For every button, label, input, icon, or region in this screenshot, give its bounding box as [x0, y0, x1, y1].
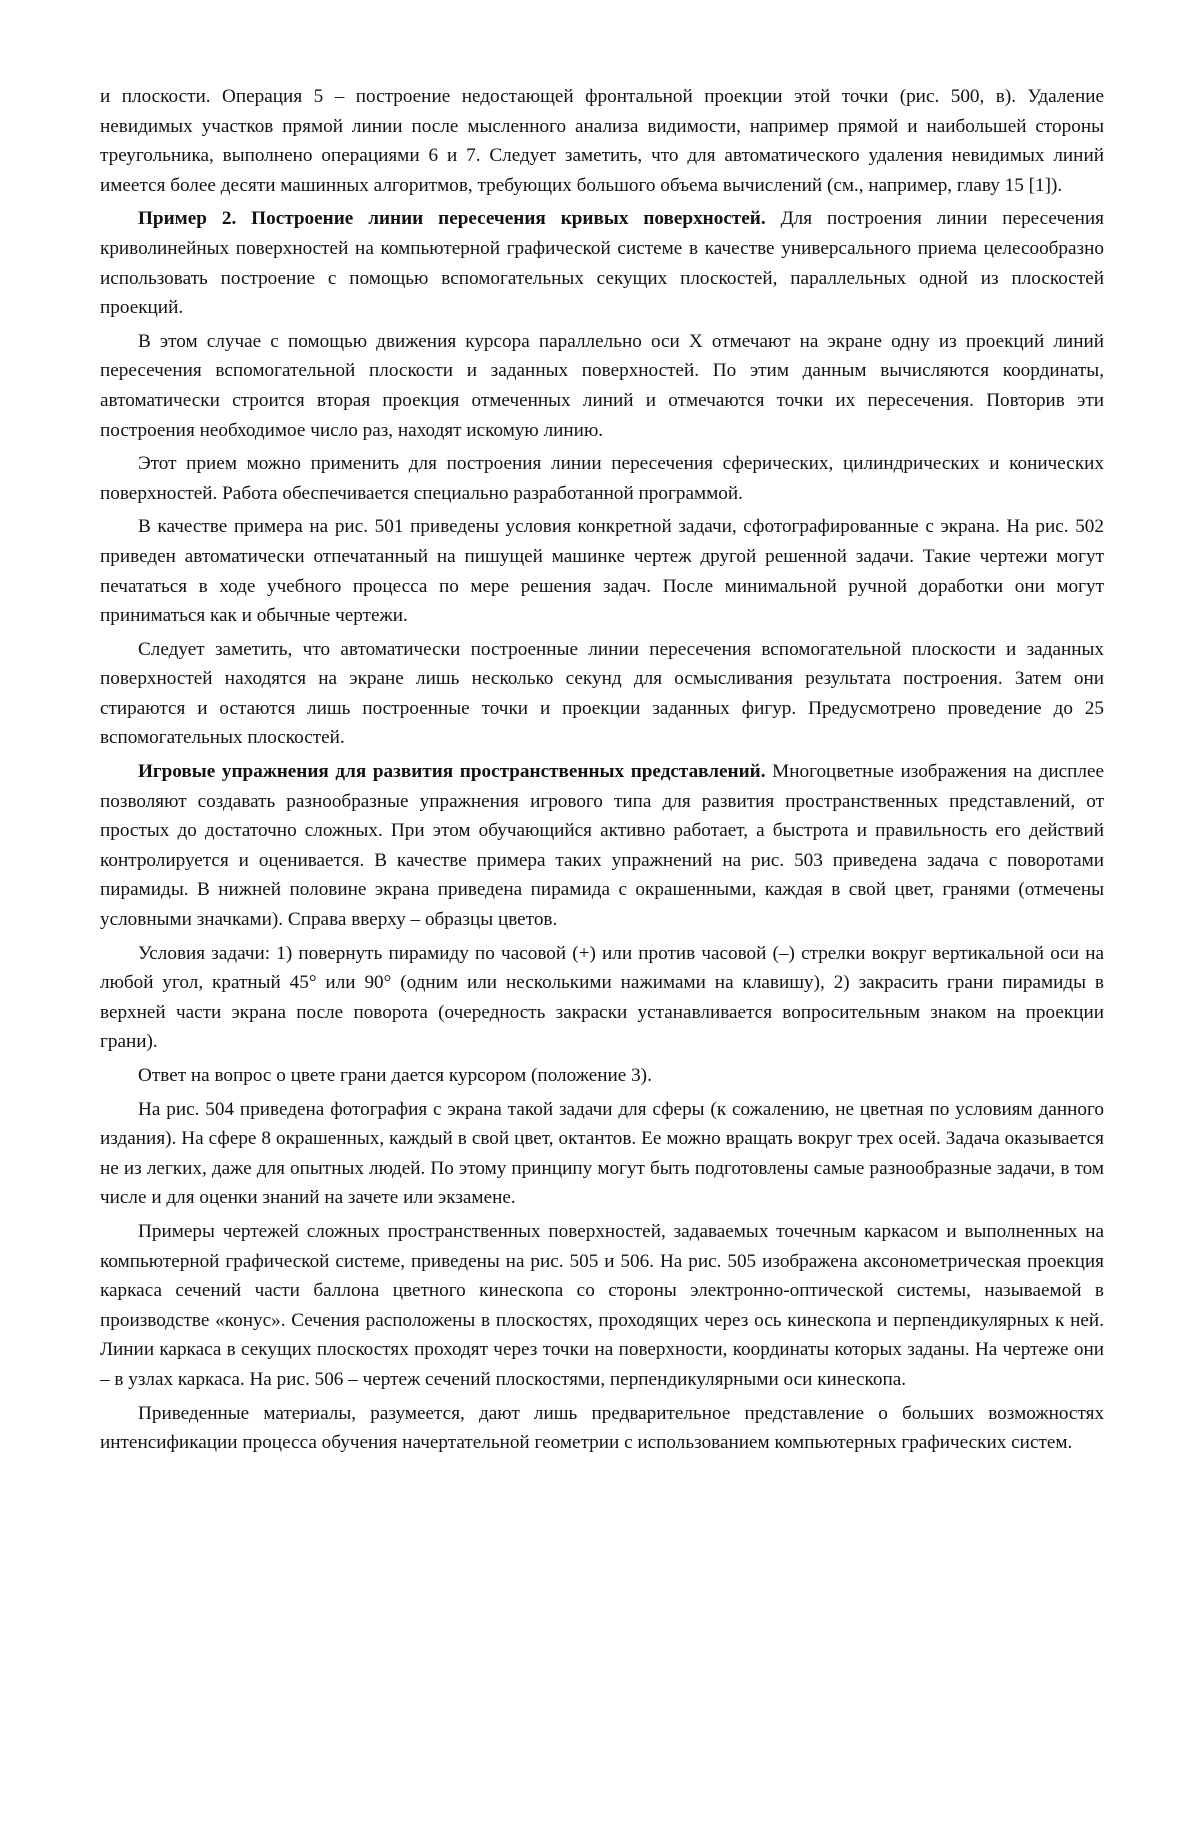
paragraph-8: [100, 939, 1104, 1057]
paragraph-6: [100, 635, 1104, 753]
paragraph-2-text: Для построения линии пересечения криволинейных поверхностей на компьютерной графической системе в качестве универсального приема целесообразно использовать построение с помощью вспомогательных секущих плоскостей, параллельных одной из плоскостей проекций.: [100, 208, 1104, 319]
paragraph-10-text: На рис. 504 приведена фотография с экрана такой задачи для сферы (к сожалению, не цветная по условиям данного издания). На сфере 8 окрашенных, каждый в свой цвет, октантов. Ее можно вращать вокруг трех осей. Задача оказывается не из легких, даже для опытных людей. По этому принципу могут быть подготовлены самые разнообразные задачи, в том числе и для оценки знаний на зачете или экзамене.: [100, 1098, 1104, 1209]
paragraph-7: [100, 757, 1104, 935]
paragraph-6-text: Следует заметить, что автоматически построенные линии пересечения вспомогательной плоскости и заданных поверхностей находятся на экране лишь несколько секунд для осмысливания результата построения. Затем они стираются и остаются лишь построенные точки и проекции заданных фигур. Предусмотрено проведение до 25 вспомогательных плоскостей.: [100, 638, 1104, 749]
paragraph-7-text: Многоцветные изображения на дисплее позволяют создавать разнообразные упражнения игрового типа для развития пространственных представлений, от простых до достаточно сложных. При этом обучающийся активно работает, а быстрота и правильность его действий контролируется и оценивается. В качестве примера таких упражнений на рис. 503 приведена задача с поворотами пирамиды. В нижней половине экрана приведена пирамида с окрашенными, каждая в свой цвет, гранями (отмечены условными значками). Справа вверху – образцы цветов.: [100, 761, 1105, 931]
paragraph-4-text: Этот прием можно применить для построения линии пересечения сферических, цилиндрических и конических поверхностей. Работа обеспечивается специально разработанной программой.: [100, 453, 1104, 504]
paragraph-12: [100, 1399, 1104, 1458]
game-exercises-heading: Игровые упражнения для развития пространственных представлений.: [138, 761, 766, 783]
paragraph-9-text: Ответ на вопрос о цвете грани дается курсором (положение 3).: [138, 1065, 652, 1086]
paragraph-4: [100, 449, 1104, 508]
paragraph-12-text: Приведенные материалы, разумеется, дают лишь предварительное представление о больших возможностях интенсификации процесса обучения начертательной геометрии с использованием компьютерных графических систем.: [100, 1402, 1104, 1454]
paragraph-1-text: и плоскости. Операция 5 – построение недостающей фронтальной проекции этой точки (рис. 500, в). Удаление невидимых участков прямой линии после мысленного анализа видимости, например прямой и наибольшей стороны треугольника, выполнено операциями 6 и 7. Следует заметить, что для автоматического удаления невидимых линий имеется более десяти машинных алгоритмов, требующих большого объема вычислений (см., например, главу 15 [1]).: [100, 86, 1104, 196]
paragraph-11: [100, 1217, 1104, 1395]
paragraph-3: [100, 327, 1104, 445]
paragraph-9: [100, 1061, 1104, 1091]
paragraph-8-text: Условия задачи: 1) повернуть пирамиду по часовой (+) или против часовой (–) стрелки вокруг вертикальной оси на любой угол, кратный 45° или 90° (одним или несколькими нажимами на клавишу), 2) закрасить грани пирамиды в верхней части экрана после поворота (очередность закраски устанавливается вопросительным знаком на проекции грани).: [100, 942, 1104, 1053]
example-2-heading: Пример 2. Построение линии пересечения кривых поверхностей.: [138, 208, 766, 230]
paragraph-3-text: В этом случае с помощью движения курсора параллельно оси X отмечают на экране одну из проекций линий пересечения вспомогательной плоскости и заданных поверхностей. По этим данным вычисляются координаты, автоматически строится вторая проекция отмеченных линий и отмечаются точки их пересечения. Повторив эти построения необходимое число раз, находят искомую линию.: [100, 330, 1104, 441]
paragraph-10: [100, 1095, 1104, 1213]
body-text: [100, 82, 1104, 1458]
paragraph-2: [100, 204, 1104, 322]
paragraph-5-text: В качестве примера на рис. 501 приведены условия конкретной задачи, сфотографированные с экрана. На рис. 502 приведен автоматически отпечатанный на пишущей машинке чертеж другой решенной задачи. Такие чертежи могут печататься в ходе учебного процесса по мере решения задач. После минимальной ручной доработки они могут приниматься как и обычные чертежи.: [100, 516, 1104, 627]
paragraph-11-text: Примеры чертежей сложных пространственных поверхностей, задаваемых точечным каркасом и выполненных на компьютерной графической системе, приведены на рис. 505 и 506. На рис. 505 изображена аксонометрическая проекция каркаса сечений части баллона цветного кинескопа со стороны электронно-оптической системы, называемой в производстве «конус». Сечения расположены в плоскостях, проходящих через ось кинескопа и перпендикулярных к ней. Линии каркаса в секущих плоскостях проходят через точки на поверхности, координаты которых заданы. На чертеже они – в узлах каркаса. На рис. 506 – чертеж сечений плоскостями, перпендикулярными оси кинескопа.: [100, 1220, 1104, 1390]
paragraph-5: [100, 512, 1104, 630]
paragraph-1: [100, 82, 1104, 200]
